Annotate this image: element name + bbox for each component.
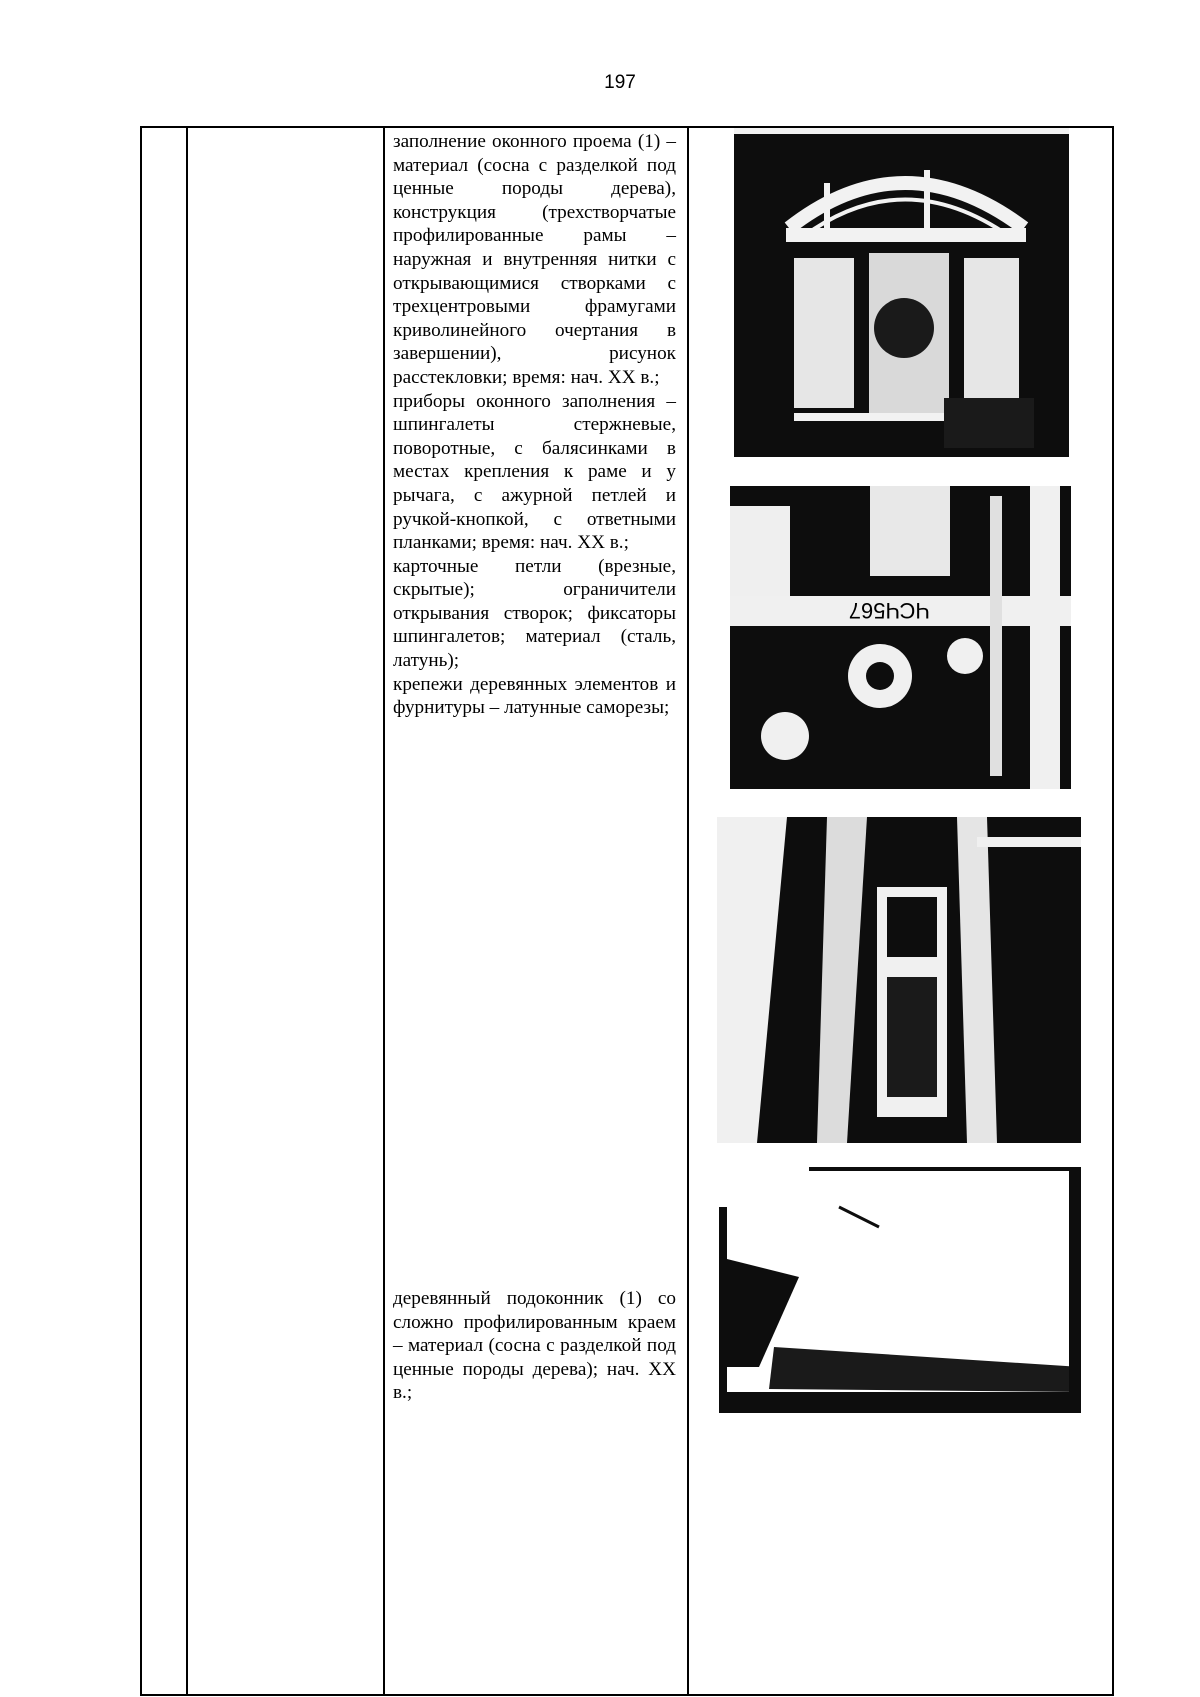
window-frame-photo-icon (717, 817, 1081, 1143)
latch-photo-icon (730, 486, 1071, 789)
column-divider (687, 128, 689, 1694)
latch-numbers: ЧСЧ567 (848, 598, 930, 623)
page-number: 197 (604, 72, 636, 93)
window-photo-icon (734, 128, 1069, 457)
window-description: заполнение оконного проема (1) – материал (сосна с разделкой под ценные породы дерева), конструкция (трехстворчатые профилированные рамы – наружная и внутренняя нитки с открывающимися створками с трехцентровыми фрамугами криволинейного очертания в завершении), рисунок расстекловки; время: нач. XX в.; приборы оконного заполнения – шпингалеты стержневые, поворотные, с балясинками в местах крепления к раме и у рычага, с ажурной петлей и ручкой-кнопкой, с ответными планками; время: нач. XX в.; карточные петли (врезные, скрытые); ограничители открывания створок; фиксаторы шпингалетов; материал (сталь, латунь); крепежи деревянных элементов и фурнитуры – латунные саморезы; (393, 131, 676, 719)
windowsill-description: деревянный подоконник (1) со сложно профилированным краем – материал (сосна с разделкой под ценные породы дерева); нач. XX в.; (393, 1288, 676, 1404)
column-divider (186, 128, 188, 1694)
column-divider (383, 128, 385, 1694)
windowsill-photo-icon (719, 1167, 1081, 1413)
